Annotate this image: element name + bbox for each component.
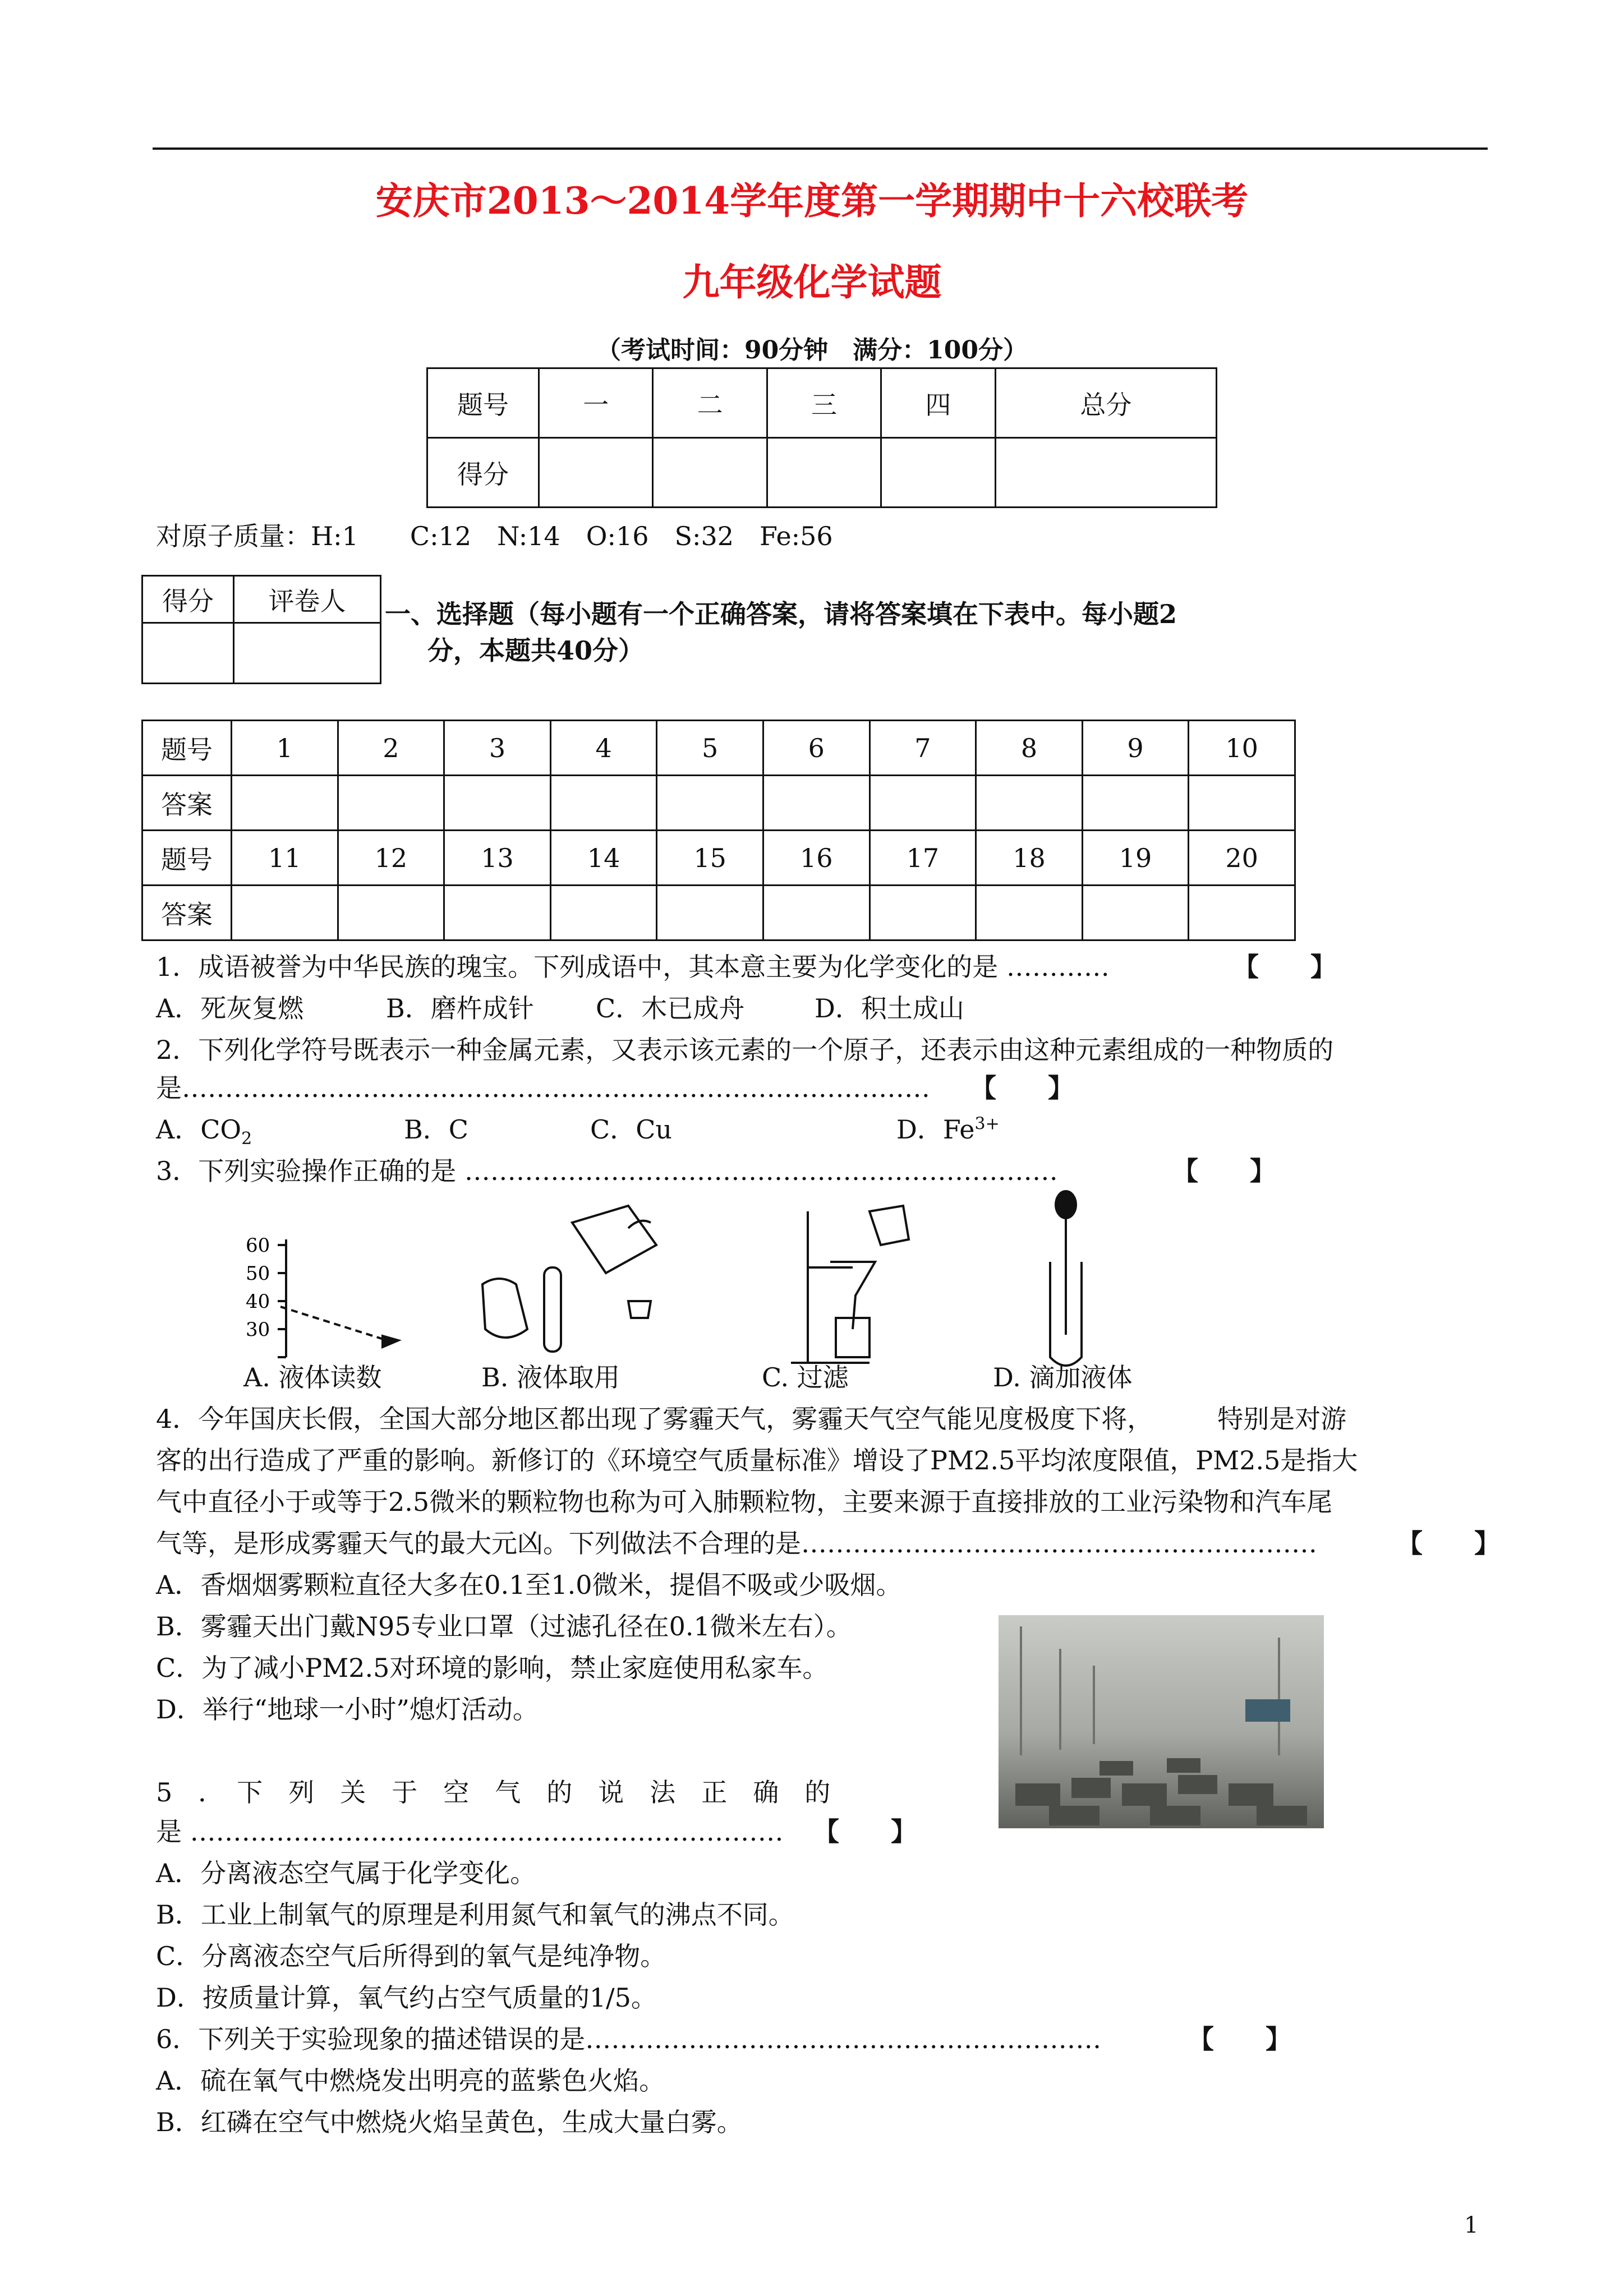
q6-stem: 6．下列关于实验现象的描述错误的是…………………………………………………… <box>156 2024 1102 2054</box>
q4-stem-line2: 客的出行造成了严重的影响。新修订的《环境空气质量标准》增设了PM2.5平均浓度限值，PM2.5是指大 <box>156 1445 1358 1476</box>
q2-option-c: C．Cu <box>590 1114 673 1145</box>
answer-table <box>141 720 1296 941</box>
q4-stem-line4: 气等，是形成雾霾天气的最大元凶。下列做法不合理的是…………………………………………………… <box>156 1528 1317 1559</box>
score-cell[interactable] <box>653 438 767 508</box>
answer-q-number: 2 <box>338 721 444 776</box>
answer-cell[interactable] <box>550 776 657 831</box>
q5-stem-line1: 5 ． 下 列 关 于 空 气 的 说 法 正 确 的 <box>156 1777 831 1808</box>
score-cell[interactable] <box>539 438 653 508</box>
answer-q-number: 20 <box>1189 831 1295 886</box>
q2-option-b: B．C <box>404 1114 468 1145</box>
q2-stem-line2: 是…………………………………………………………………………… <box>156 1073 930 1103</box>
q4-stem-line1: 4．今年国庆长假，全国大部分地区都出现了雾霾天气，雾霾天气空气能见度极度下将， 特别是对游 <box>156 1404 1347 1434</box>
dropper-test-tube-icon <box>1050 1191 1082 1366</box>
answer-cell[interactable] <box>1189 886 1295 940</box>
q2-stem-line1: 2．下列化学符号既表示一种金属元素，又表示该元素的一个原子，还表示由这种元素组成的一种物质的 <box>156 1035 1334 1065</box>
grader-label: 评卷人 <box>234 576 381 623</box>
q1-option-a: A．死灰复燃 <box>156 993 304 1023</box>
answer-q-number: 1 <box>232 721 338 776</box>
answer-a-label: 答案 <box>142 776 232 831</box>
q1-bracket[interactable]: 【 】 <box>1233 952 1336 982</box>
answer-q-number: 6 <box>763 721 869 776</box>
q3-label-d: D. 滴加液体 <box>993 1362 1133 1393</box>
answer-cell[interactable] <box>657 776 763 831</box>
answer-cell[interactable] <box>657 886 763 940</box>
exam-info: （考试时间：90分钟 满分：100分） <box>596 336 1028 365</box>
q5-stem-line2: 是 …………………………………………………………… <box>156 1816 784 1847</box>
q4-option-b: B．雾霾天出门戴N95专业口罩（过滤孔径在0.1微米左右）。 <box>156 1611 852 1642</box>
score-cell[interactable] <box>881 438 995 508</box>
scale-50: 50 <box>246 1262 270 1285</box>
q4-option-c: C．为了减小PM2.5对环境的影响，禁止家庭使用私家车。 <box>156 1653 829 1683</box>
answer-cell[interactable] <box>232 776 338 831</box>
scale-60: 60 <box>246 1234 270 1257</box>
answer-q-number: 18 <box>976 831 1083 886</box>
answer-cell[interactable] <box>1082 886 1189 940</box>
score-cell[interactable] <box>767 438 881 508</box>
smog-traffic-photo <box>999 1615 1324 1828</box>
graduated-cylinder-icon <box>278 1239 398 1357</box>
q1-option-d: D．积土成山 <box>815 993 964 1023</box>
q5-option-d: D．按质量计算，氧气约占空气质量的1/5。 <box>156 1983 657 2013</box>
liquid-pouring-icon <box>482 1206 656 1352</box>
answer-cell[interactable] <box>338 886 444 940</box>
answer-q-number: 3 <box>444 721 551 776</box>
answer-q-number: 5 <box>657 721 763 776</box>
answer-cell[interactable] <box>763 776 869 831</box>
q6-bracket[interactable]: 【 】 <box>1188 2024 1291 2054</box>
page-number: 1 <box>1464 2212 1479 2238</box>
section1-title-line1: 一、选择题（每小题有一个正确答案，请将答案填在下表中。每小题2 <box>385 599 1177 629</box>
q3-bracket[interactable]: 【 】 <box>1172 1156 1276 1186</box>
exam-title: 安庆市2013～2014学年度第一学期期中十六校联考 <box>375 179 1249 223</box>
q3-label-c: C. 过滤 <box>762 1362 849 1393</box>
q4-option-d: D．举行“地球一小时”熄灯活动。 <box>156 1694 539 1725</box>
answer-q-number: 17 <box>869 831 976 886</box>
answer-cell[interactable] <box>1189 776 1295 831</box>
q3-stem: 3．下列实验操作正确的是 …………………………………………………………… <box>156 1156 1058 1186</box>
grader-box <box>141 575 381 684</box>
answer-q-number: 12 <box>338 831 444 886</box>
answer-cell[interactable] <box>444 776 551 831</box>
score-row-label: 得分 <box>427 438 539 508</box>
q2-option-d: D．$Fe^{3+}$ <box>896 1114 1000 1145</box>
score-header-cell: 三 <box>767 368 881 438</box>
q3-label-b: B. 液体取用 <box>481 1362 620 1393</box>
answer-cell[interactable] <box>869 886 976 940</box>
answer-a-label: 答案 <box>142 886 232 940</box>
answer-cell[interactable] <box>550 886 657 940</box>
answer-cell[interactable] <box>1082 776 1189 831</box>
answer-cell[interactable] <box>763 886 869 940</box>
grader-name-cell[interactable] <box>234 623 381 684</box>
q5-option-c: C．分离液态空气后所得到的氧气是纯净物。 <box>156 1941 666 1971</box>
answer-q-number: 8 <box>976 721 1083 776</box>
q3-label-a: A. 液体读数 <box>243 1362 382 1393</box>
score-header-cell: 二 <box>653 368 767 438</box>
q5-bracket[interactable]: 【 】 <box>813 1816 917 1847</box>
answer-cell[interactable] <box>232 886 338 940</box>
q1-option-c: C．木已成舟 <box>596 993 745 1023</box>
q5-option-a: A．分离液态空气属于化学变化。 <box>156 1858 536 1888</box>
filtration-stand-icon <box>791 1206 909 1363</box>
grader-score-cell[interactable] <box>142 623 234 684</box>
q6-option-a: A．硫在氧气中燃烧发出明亮的蓝紫色火焰。 <box>156 2066 665 2096</box>
scale-30: 30 <box>246 1318 270 1341</box>
exam-subtitle: 九年级化学试题 <box>682 260 942 304</box>
answer-q-number: 15 <box>657 831 763 886</box>
score-header-cell: 总分 <box>995 368 1216 438</box>
score-header-cell: 四 <box>881 368 995 438</box>
section1-title-line2: 分，本题共40分） <box>427 635 645 666</box>
q2-bracket[interactable]: 【 】 <box>970 1073 1074 1103</box>
answer-cell[interactable] <box>869 776 976 831</box>
answer-q-number: 4 <box>550 721 657 776</box>
scale-40: 40 <box>246 1290 270 1313</box>
answer-q-number: 14 <box>550 831 657 886</box>
q1-stem: 1．成语被誉为中华民族的瑰宝。下列成语中，其本意主要为化学变化的是 ………… <box>156 952 1110 982</box>
answer-q-number: 16 <box>763 831 869 886</box>
score-cell[interactable] <box>995 438 1216 508</box>
answer-cell[interactable] <box>444 886 551 940</box>
answer-q-number: 11 <box>232 831 338 886</box>
q5-option-b: B．工业上制氧气的原理是利用氮气和氧气的沸点不同。 <box>156 1899 794 1930</box>
q6-option-b: B．红磷在空气中燃烧火焰呈黄色，生成大量白雾。 <box>156 2107 743 2137</box>
score-header-cell: 题号 <box>427 368 539 438</box>
answer-q-number: 9 <box>1082 721 1189 776</box>
q4-stem-line3: 气中直径小于或等于2.5微米的颗粒物也称为可入肺颗粒物，主要来源于直接排放的工业污染物和汽车尾 <box>156 1487 1333 1517</box>
score-table <box>426 367 1217 508</box>
answer-q-label: 题号 <box>142 831 232 886</box>
answer-cell[interactable] <box>976 886 1083 940</box>
q3-figures <box>236 1189 1358 1380</box>
answer-q-number: 13 <box>444 831 551 886</box>
answer-q-number: 7 <box>869 721 976 776</box>
answer-cell[interactable] <box>338 776 444 831</box>
score-header-cell: 一 <box>539 368 653 438</box>
q1-option-b: B．磨杵成针 <box>386 993 534 1023</box>
top-rule <box>153 147 1488 150</box>
q4-bracket[interactable]: 【 】 <box>1397 1528 1500 1559</box>
answer-q-number: 19 <box>1082 831 1189 886</box>
q2-option-a: A．$CO_2$ <box>156 1114 252 1149</box>
answer-q-label: 题号 <box>142 721 232 776</box>
q4-option-a: A．香烟烟雾颗粒直径大多在0.1至1.0微米，提倡不吸或少吸烟。 <box>156 1570 902 1600</box>
answer-cell[interactable] <box>976 776 1083 831</box>
answer-q-number: 10 <box>1189 721 1295 776</box>
atomic-masses: 对原子质量：H:1 C:12 N:14 O:16 S:32 Fe:56 <box>156 521 833 551</box>
grader-score-label: 得分 <box>142 576 234 623</box>
